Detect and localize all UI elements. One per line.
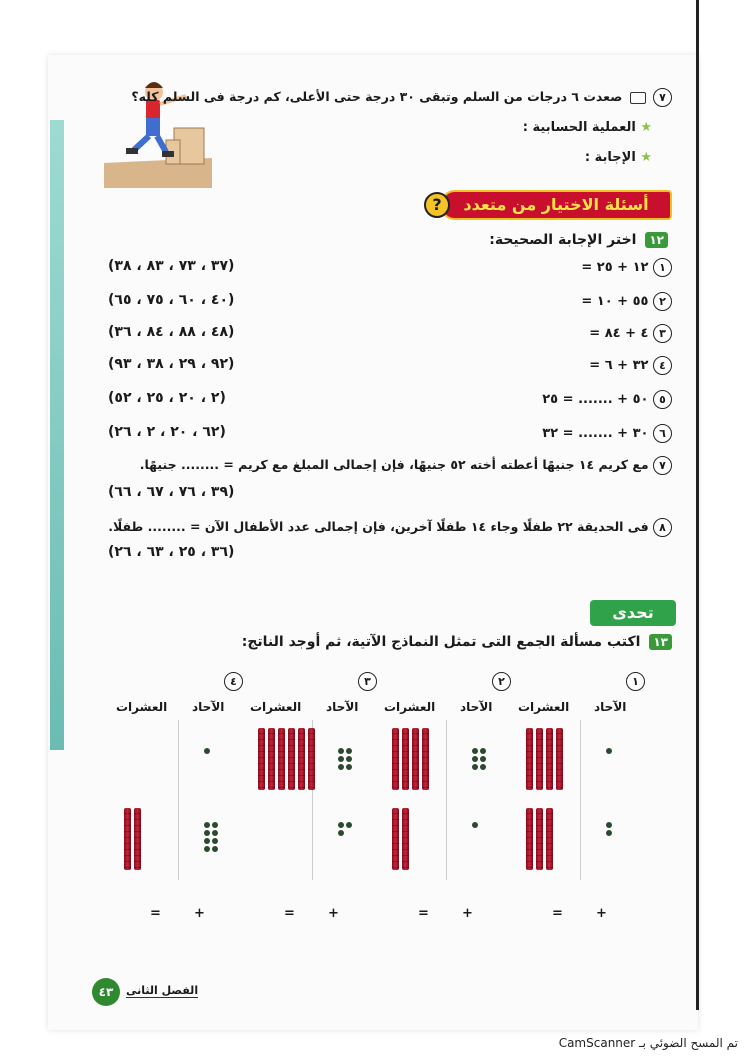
tens-rod [526,728,533,790]
binding-line [696,0,699,1010]
mcq-expression: ٣٠ + ....... = ٣٢ [542,426,649,441]
question-number: ١٢ [645,232,668,248]
tens-rod [402,728,409,790]
mcq-options: (٤٨ ، ٨٨ ، ٨٤ ، ٣٦) [108,324,235,340]
equals-sign: = [150,906,161,921]
ones-cube [346,756,352,762]
ones-cube [338,748,344,754]
footer-chapter: الفصل الثانى [126,984,199,997]
mcq-expression: ٥٥ + ١٠ = [581,294,649,309]
tens-column-label: العشرات [518,700,570,714]
tens-rod [298,728,305,790]
tens-rod [268,728,275,790]
mcq-expression: ٣٢ + ٦ = [589,358,649,373]
ones-column-label: الآحاد [460,700,493,714]
model-number: ١ [626,672,645,691]
ones-cube [472,748,478,754]
question-13-title: ١٣ اكتب مسألة الجمع التى تمثل النماذج الآتية، ثم أوجد الناتج: [242,634,672,650]
ones-cube [338,764,344,770]
ones-cube [204,748,210,754]
model-number: ٣ [358,672,377,691]
tens-rod [134,808,141,870]
mcq-expression: ٤ + ٨٤ = [589,326,649,341]
ones-cube [606,830,612,836]
ones-cube [212,838,218,844]
page-number: ٤٣ [92,978,120,1006]
tens-rod [556,728,563,790]
question-number: ١٣ [649,634,672,650]
tens-rod [536,808,543,870]
equals-sign: = [418,906,429,921]
equals-sign: = [552,906,563,921]
tens-column-label: العشرات [384,700,436,714]
answer-line: ★ الإجابة : [584,150,652,165]
ones-cube [346,822,352,828]
mcq-item-8-options: (٣٦ ، ٢٥ ، ٦٣ ، ٢٦) [108,544,235,560]
ones-column-label: الآحاد [326,700,359,714]
mcq-item [589,356,672,375]
question-mark-icon: ? [424,192,450,218]
mcq-item-8: ٨ فى الحديقة ٢٢ طفلًا وجاء ١٤ طفلًا آخرين، فإن إجمالى عدد الأطفال الآن = ........ طفلًا. [108,518,672,537]
mcq-item [589,324,672,343]
plus-sign: + [462,906,473,921]
question-7-text: ٧ صعدت ٦ درجات من السلم وتبقى ٣٠ درجة حتى الأعلى، كم درجة فى السلم كله؟ [131,88,672,107]
ones-cube [346,764,352,770]
tens-rod [124,808,131,870]
plus-sign: + [194,906,205,921]
mcq-expression: ١٢ + ٢٥ = [581,260,649,275]
item-number: ٤ [653,356,672,375]
ones-cube [212,830,218,836]
tens-column-label: العشرات [250,700,302,714]
mcq-section-banner: أسئلة الاختيار من متعدد [440,190,672,220]
tens-rod [422,728,429,790]
mcq-expression: ٥٠ + ....... = ٢٥ [542,392,649,407]
book-icon [630,92,646,104]
plus-sign: + [328,906,339,921]
ones-cube [204,822,210,828]
plus-sign: + [596,906,607,921]
ones-cube [472,756,478,762]
operation-line: ★ العملية الحسابية : [522,120,652,135]
ones-cube [480,748,486,754]
page-edge-strip [50,120,64,750]
column-divider [580,720,581,880]
column-divider [446,720,447,880]
mcq-options: (٩٢ ، ٢٩ ، ٣٨ ، ٩٣) [108,356,235,372]
star-icon: ★ [640,120,652,135]
item-number: ٣ [653,324,672,343]
mcq-item [581,258,672,277]
tens-rod [402,808,409,870]
tens-rod [288,728,295,790]
challenge-badge: تحدى [590,600,676,626]
tens-rod [392,808,399,870]
mcq-item-7-text: مع كريم ١٤ جنيهًا أعطته أخته ٥٢ جنيهًا، فإن إجمالى المبلغ مع كريم = ........ جنيهًا. [139,457,649,472]
ones-cube [472,764,478,770]
model-number: ٢ [492,672,511,691]
tens-column-label: العشرات [116,700,168,714]
ones-cube [346,748,352,754]
mcq-item [542,390,672,409]
tens-rod [278,728,285,790]
item-number: ١ [653,258,672,277]
mcq-options: (٤٠ ، ٦٠ ، ٧٥ ، ٦٥) [108,292,235,308]
tens-rod [308,728,315,790]
ones-column-label: الآحاد [594,700,627,714]
tens-rod [392,728,399,790]
ones-cube [472,822,478,828]
ones-cube [338,830,344,836]
question-12-title: ١٢ اختر الإجابة الصحيحة: [489,232,668,248]
mcq-options: (٣٧ ، ٧٣ ، ٨٣ ، ٣٨) [108,258,235,274]
mcq-item-7: ٧ مع كريم ١٤ جنيهًا أعطته أخته ٥٢ جنيهًا، فإن إجمالى المبلغ مع كريم = ........ جنيهًا. [140,456,672,475]
item-number: ٢ [653,292,672,311]
mcq-item-7-options: (٣٩ ، ٧٦ ، ٦٧ ، ٦٦) [108,484,235,500]
ones-cube [480,756,486,762]
ones-cube [212,846,218,852]
ones-cube [212,822,218,828]
ones-column-label: الآحاد [192,700,225,714]
tens-rod [546,808,553,870]
tens-rod [258,728,265,790]
ones-cube [204,846,210,852]
item-number: ٦ [653,424,672,443]
mcq-item-8-text: فى الحديقة ٢٢ طفلًا وجاء ١٤ طفلًا آخرين، فإن إجمالى عدد الأطفال الآن = ........ طفلًا. [108,519,649,534]
ones-cube [606,822,612,828]
question-number: ٧ [653,88,672,107]
ones-cube [204,838,210,844]
mcq-item [542,424,672,443]
equals-sign: = [284,906,295,921]
mcq-options: (٦٢ ، ٢٠ ، ٢ ، ٢٦) [108,424,226,440]
tens-rod [412,728,419,790]
ones-cube [204,830,210,836]
scanner-watermark: تم المسح الضوئي بـ CamScanner [558,1036,738,1050]
model-number: ٤ [224,672,243,691]
column-divider [178,720,179,880]
ones-cube [338,756,344,762]
tens-rod [546,728,553,790]
mcq-options: (٢ ، ٢٠ ، ٢٥ ، ٥٢) [108,390,226,406]
item-number: ٥ [653,390,672,409]
ones-cube [480,764,486,770]
tens-rod [536,728,543,790]
ones-cube [338,822,344,828]
mcq-item [581,292,672,311]
star-icon: ★ [640,150,652,165]
tens-rod [526,808,533,870]
ones-cube [606,748,612,754]
